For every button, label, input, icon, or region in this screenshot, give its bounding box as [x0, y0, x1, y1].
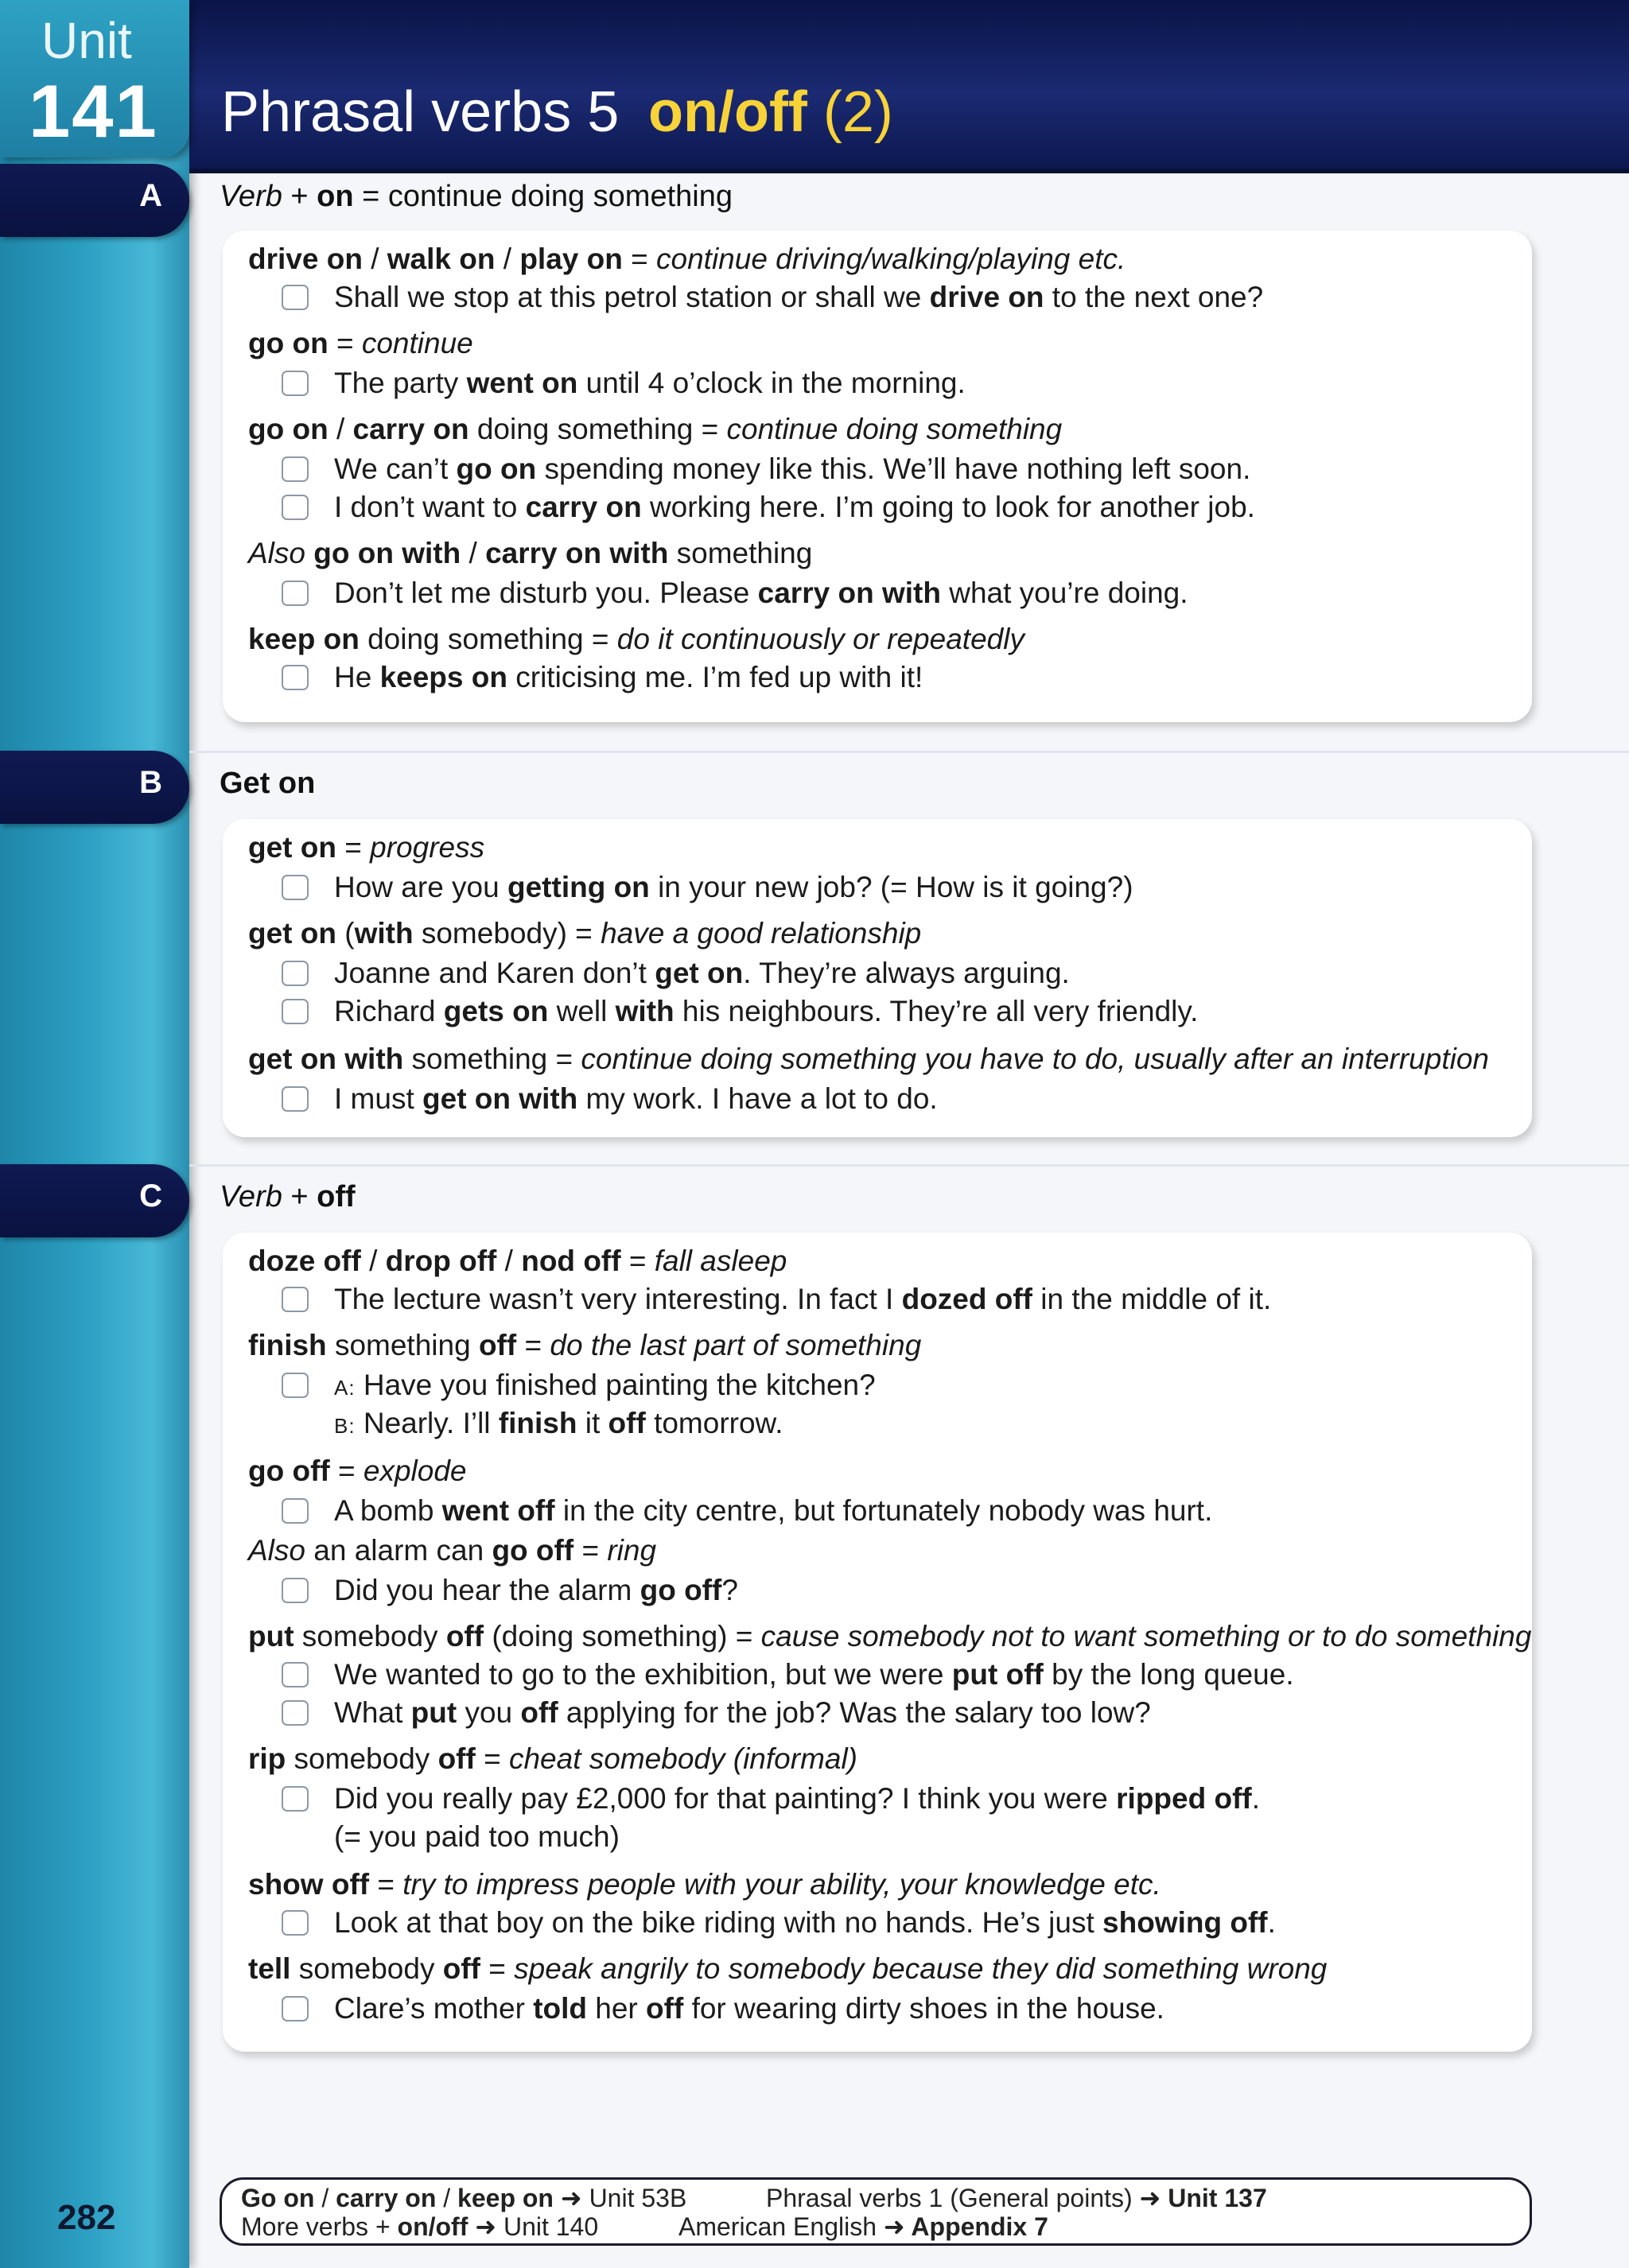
section-b-heading: Get on — [220, 767, 316, 800]
example-sentence: The party went on until 4 o’clock in the morning. — [334, 367, 966, 399]
example-sentence: Did you really pay £2,000 for that painting? I think you were ripped off. — [334, 1782, 1261, 1815]
example-checkbox[interactable] — [282, 665, 309, 690]
entry-drive-on: drive on / walk on / play on = continue driving/walking/playing etc. — [248, 243, 1126, 275]
section-divider — [189, 1164, 1629, 1167]
example-sentence: Look at that boy on the bike riding with no hands. He’s just showing off. — [334, 1906, 1276, 1939]
section-a-card — [223, 231, 1532, 722]
unit-number: 141 — [29, 69, 158, 153]
section-tab-a: A — [0, 164, 189, 237]
example-checkbox[interactable] — [282, 1700, 309, 1726]
example-sentence: Don’t let me disturb you. Please carry on with what you’re doing. — [334, 577, 1188, 609]
entry-get-on-with-somebody: get on (with somebody) = have a good relationship — [248, 917, 922, 950]
example-sentence: The lecture wasn’t very interesting. In fact I dozed off in the middle of it. — [334, 1283, 1272, 1315]
entry-rip-off: rip somebody off = cheat somebody (informal) — [248, 1742, 858, 1775]
section-tab-b: B — [0, 751, 189, 824]
example-sentence: Richard gets on well with his neighbours. They’re all very friendly. — [334, 995, 1199, 1027]
page-subtitle: on/off (2) — [648, 80, 893, 144]
example-checkbox[interactable] — [282, 1786, 309, 1812]
section-c-card — [223, 1233, 1532, 2052]
section-a-heading: Verb + on = continue doing something — [220, 180, 733, 213]
entry-alarm-go-off: Also an alarm can go off = ring — [248, 1534, 657, 1567]
unit-label: Unit — [41, 12, 132, 69]
example-checkbox[interactable] — [282, 285, 309, 310]
example-sentence: We can’t go on spending money like this. We’ll have nothing left soon. — [334, 452, 1251, 485]
cross-reference-link[interactable]: Phrasal verbs 1 (General points) ➜ Unit 137 — [766, 2184, 1267, 2212]
example-checkbox[interactable] — [282, 1498, 309, 1524]
example-checkbox[interactable] — [282, 1578, 309, 1603]
example-sentence: Clare’s mother told her off for wearing dirty shoes in the house. — [334, 1992, 1164, 2025]
example-sentence: How are you getting on in your new job? (= How is it going?) — [334, 871, 1133, 903]
cross-reference-box — [220, 2177, 1532, 2246]
example-sentence: We wanted to go to the exhibition, but we were put off by the long queue. — [334, 1658, 1294, 1691]
entry-go-on: go on = continue — [248, 327, 473, 359]
example-checkbox[interactable] — [282, 581, 309, 606]
section-c-heading: Verb + off — [220, 1180, 356, 1214]
cross-reference-link[interactable]: More verbs + on/off ➜ Unit 140 — [241, 2212, 599, 2241]
example-sentence: He keeps on criticising me. I’m fed up with it! — [334, 661, 923, 693]
example-sentence: I must get on with my work. I have a lot to do. — [334, 1082, 938, 1115]
example-sentence: A: Have you finished painting the kitchen? — [334, 1369, 876, 1401]
page-title: Phrasal verbs 5 — [221, 80, 620, 144]
entry-put-off: put somebody off (doing something) = cause somebody not to want something or to do something — [248, 1620, 1532, 1652]
entry-carry-on: go on / carry on doing something = continue doing something — [248, 413, 1063, 445]
example-checkbox[interactable] — [282, 1910, 309, 1936]
entry-doze-off: doze off / drop off / nod off = fall asleep — [248, 1245, 787, 1277]
example-checkbox[interactable] — [282, 371, 309, 396]
example-sentence: I don’t want to carry on working here. I’m going to look for another job. — [334, 491, 1255, 523]
section-b-card — [223, 819, 1532, 1137]
example-sentence: Did you hear the alarm go off? — [334, 1574, 738, 1606]
example-checkbox[interactable] — [282, 1086, 309, 1112]
example-checkbox[interactable] — [282, 1373, 309, 1398]
entry-get-on: get on = progress — [248, 831, 485, 864]
unit-badge — [0, 0, 189, 157]
example-sentence: What put you off applying for the job? Was the salary too low? — [334, 1696, 1151, 1729]
entry-get-on-with-something: get on with something = continue doing something you have to do, usually after an interruption — [248, 1043, 1489, 1075]
cross-reference-link[interactable]: Go on / carry on / keep on ➜ Unit 53B — [241, 2184, 687, 2212]
example-checkbox[interactable] — [282, 495, 309, 520]
page-number: 282 — [57, 2198, 116, 2237]
example-checkbox[interactable] — [282, 1662, 309, 1687]
entry-finish-off: finish something off = do the last part of something — [248, 1329, 922, 1361]
example-checkbox[interactable] — [282, 961, 309, 986]
example-sentence: A bomb went off in the city centre, but fortunately nobody was hurt. — [334, 1494, 1213, 1527]
entry-show-off: show off = try to impress people with your ability, your knowledge etc. — [248, 1868, 1161, 1901]
example-sentence: Shall we stop at this petrol station or shall we drive on to the next one? — [334, 281, 1264, 313]
example-sentence: Joanne and Karen don’t get on. They’re always arguing. — [334, 957, 1070, 989]
example-checkbox[interactable] — [282, 1996, 309, 2021]
section-tab-c: C — [0, 1164, 189, 1237]
section-divider — [189, 751, 1629, 753]
example-checkbox[interactable] — [282, 456, 309, 482]
entry-tell-off: tell somebody off = speak angrily to somebody because they did something wrong — [248, 1952, 1328, 1985]
example-checkbox[interactable] — [282, 875, 309, 900]
entry-carry-on-with: Also go on with / carry on with something — [248, 537, 813, 569]
cross-reference-link[interactable]: American English ➜ Appendix 7 — [678, 2212, 1048, 2241]
example-checkbox[interactable] — [282, 1287, 309, 1312]
entry-go-off: go off = explode — [248, 1454, 467, 1487]
example-sentence: B: Nearly. I’ll finish it off tomorrow. — [334, 1407, 783, 1439]
entry-keep-on: keep on doing something = do it continuously or repeatedly — [248, 623, 1024, 655]
example-checkbox[interactable] — [282, 999, 309, 1024]
example-sentence-continued: (= you paid too much) — [334, 1820, 620, 1853]
sidebar-band — [0, 0, 189, 2268]
